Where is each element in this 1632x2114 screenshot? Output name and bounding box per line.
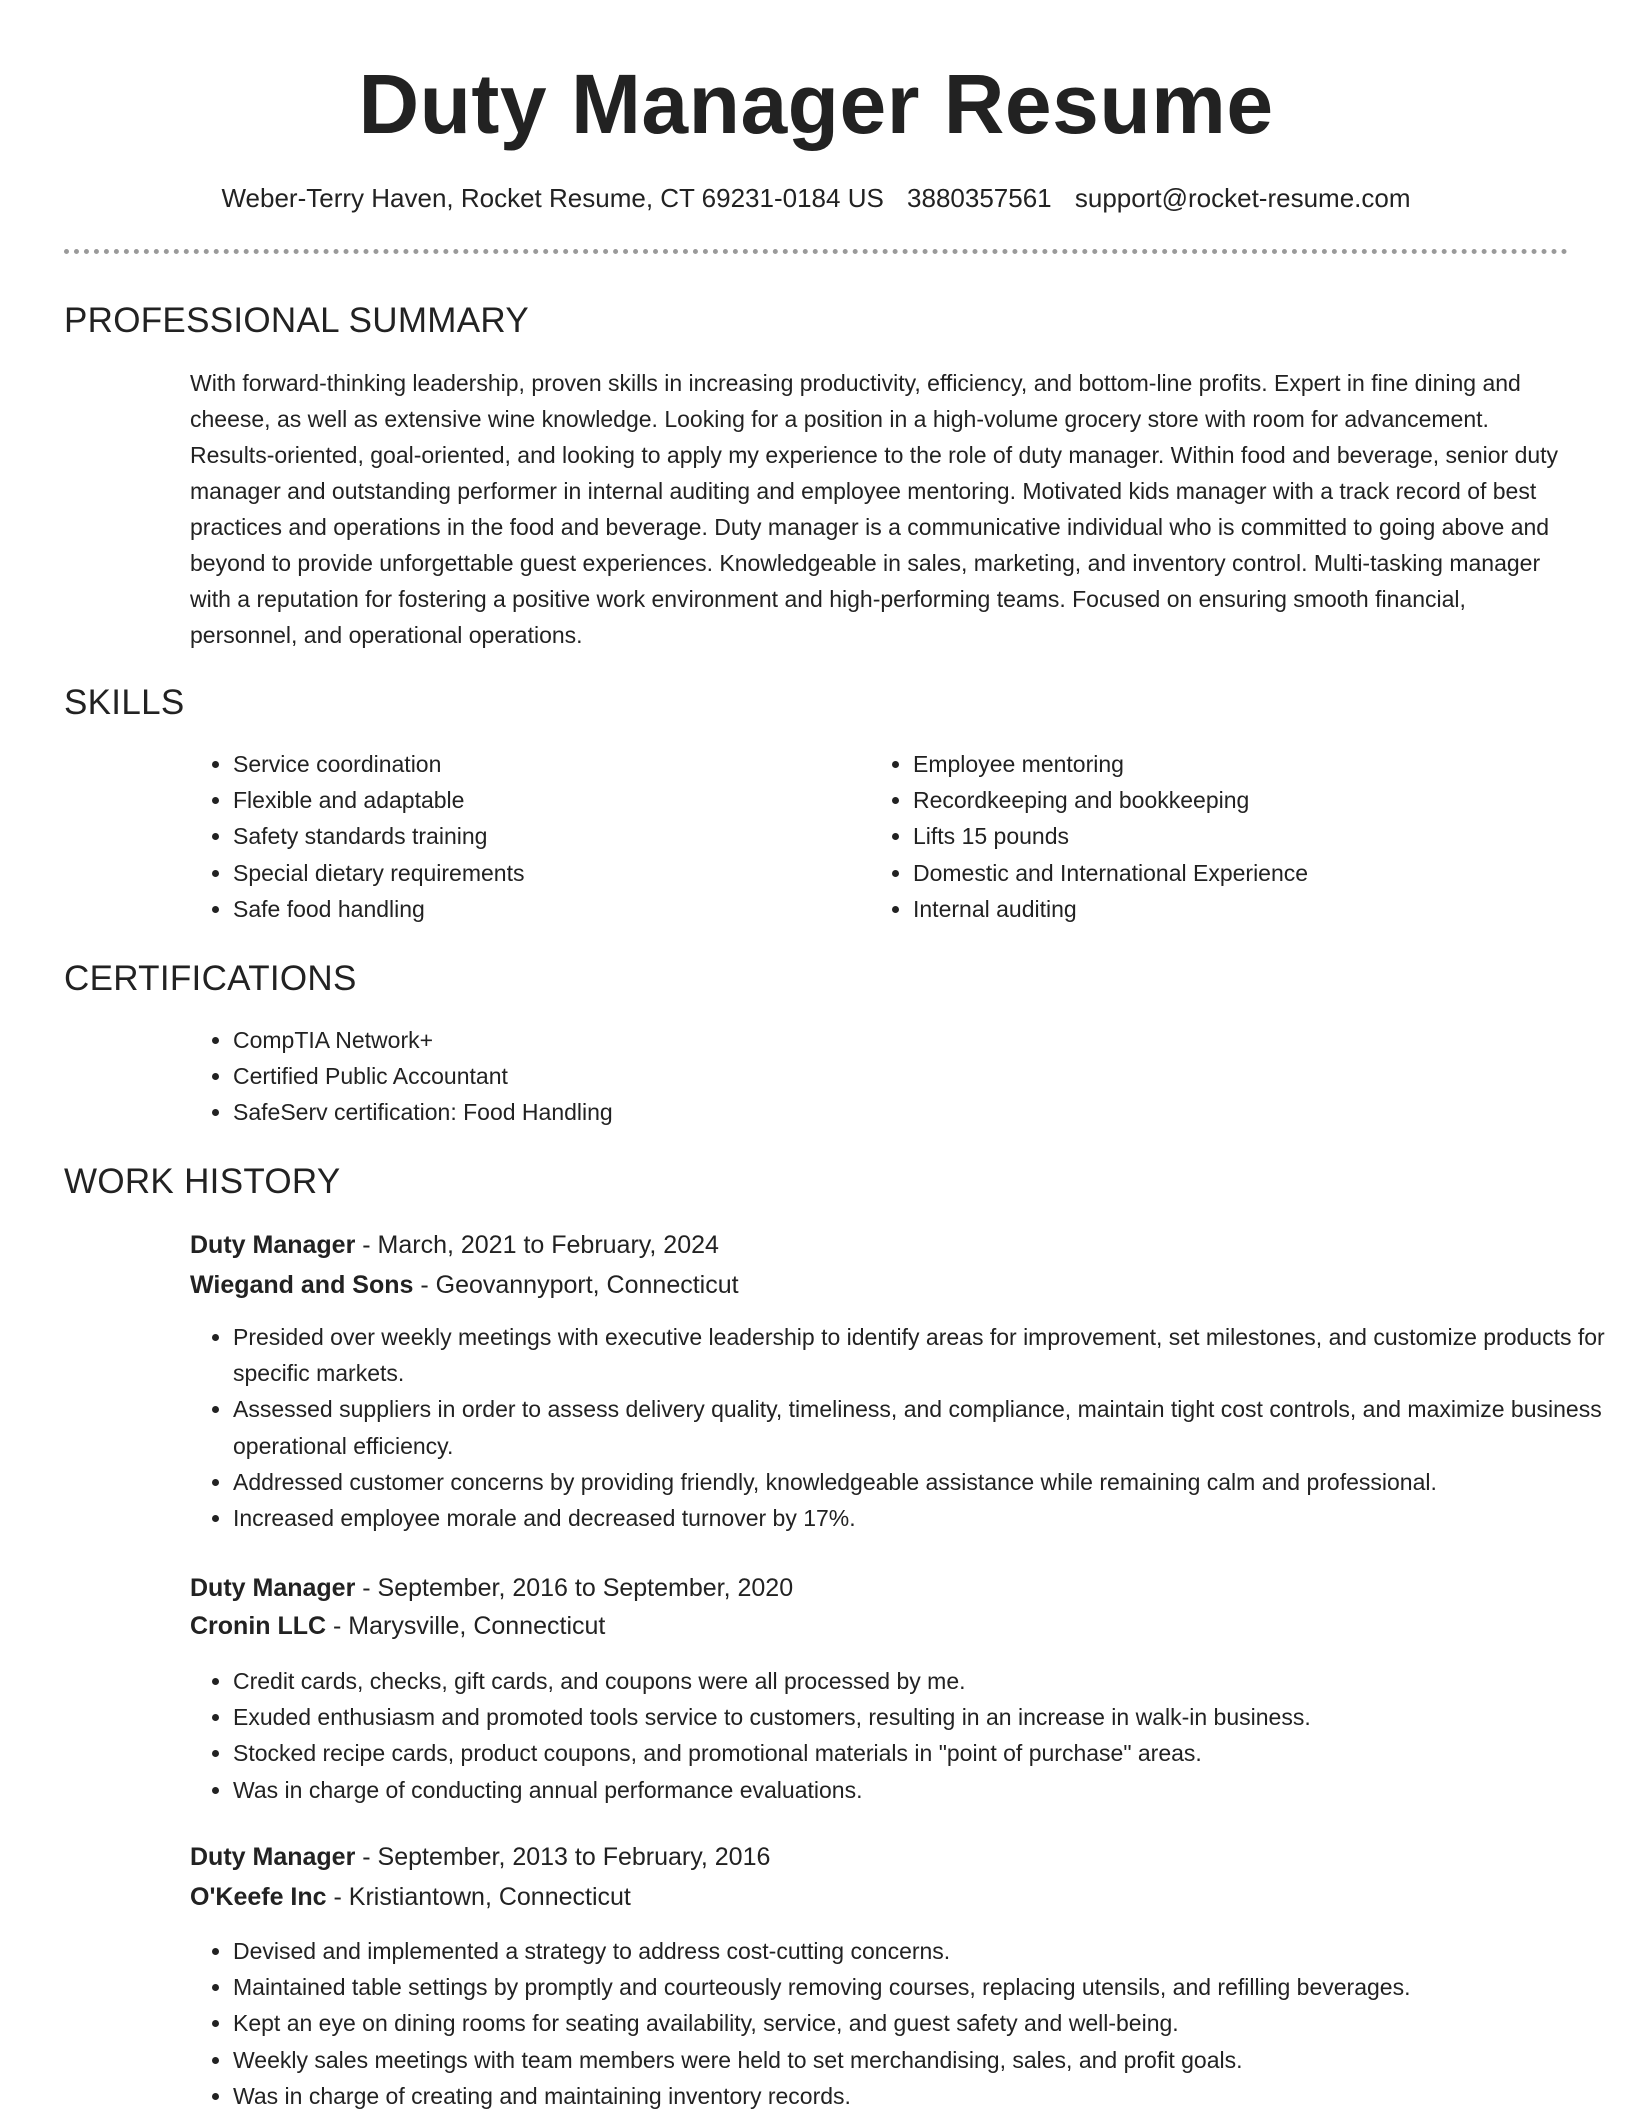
skill-item: • Lifts 15 pounds xyxy=(913,818,1613,854)
job-dates: - March, 2021 to February, 2024 xyxy=(355,1231,719,1259)
job-bullet: • Devised and implemented a strategy to address cost-cutting concerns. xyxy=(233,1933,1613,1969)
certifications-list xyxy=(190,1022,1613,1131)
contact-email: support@rocket-resume.com xyxy=(1074,183,1411,213)
section-heading-certifications: CERTIFICATIONS xyxy=(64,959,357,998)
job-company: Wiegand and Sons xyxy=(190,1271,414,1299)
skills-list-right xyxy=(870,746,1613,927)
job-title: Duty Manager xyxy=(190,1574,356,1602)
job-dates: - September, 2013 to February, 2016 xyxy=(355,1843,771,1871)
contact-line xyxy=(0,178,1632,218)
job-bullets xyxy=(190,1319,1613,1536)
job-bullet: • Was in charge of conducting annual performance evaluations. xyxy=(233,1772,1613,1808)
job-bullet: • Kept an eye on dining rooms for seating availability, service, and guest safety and well-being. xyxy=(233,2005,1613,2041)
job-bullet: • Assessed suppliers in order to assess delivery quality, timeliness, and compliance, maintain tight cost controls, and maximize business operational efficiency. xyxy=(233,1391,1613,1463)
skill-item: • Safety standards training xyxy=(233,818,833,854)
section-heading-work-history: WORK HISTORY xyxy=(64,1162,341,1201)
job-dates: - September, 2016 to September, 2020 xyxy=(355,1574,794,1602)
job-bullet: • Was in charge of creating and maintaining inventory records. xyxy=(233,2078,1613,2114)
contact-address: Weber-Terry Haven, Rocket Resume, CT 69231-0184 US xyxy=(221,183,884,213)
skills-list-left xyxy=(190,746,833,927)
skill-item: • Domestic and International Experience xyxy=(913,855,1613,891)
job-location: - Geovannyport, Connecticut xyxy=(413,1271,739,1299)
summary-text: With forward-thinking leadership, proven skills in increasing productivity, efficiency, and bottom-line profits. Expert in fine dining and cheese, as well as extensive wine knowledge. Looking for a position in a high-volume grocery store with room for advancement. Results-oriented, goal-oriented, and looking to apply my experience to the role of duty manager. Within food and beverage, senior duty manager and outstanding performer in internal auditing and employee mentoring. Motivated kids manager with a track record of best practices and operations in the food and beverage. Duty manager is a communicative individual who is committed to going above and beyond to provide unforgettable guest experiences. Knowledgeable in sales, marketing, and inventory control. Multi-tasking manager with a reputation for fostering a positive work environment and high-performing teams. Focused on ensuring smooth financial, personnel, and operational operations. xyxy=(190,370,1559,648)
resume-title: Duty Manager Resume xyxy=(358,57,1274,151)
section-heading-summary: PROFESSIONAL SUMMARY xyxy=(64,301,529,340)
job-title-line xyxy=(190,1838,770,1876)
job-company: O'Keefe Inc xyxy=(190,1883,327,1911)
job-bullets xyxy=(190,1663,1613,1808)
skill-item: • Employee mentoring xyxy=(913,746,1613,782)
job-company-line xyxy=(190,1607,605,1645)
job-bullet: • Weekly sales meetings with team members were held to set merchandising, sales, and profit goals. xyxy=(233,2042,1613,2078)
job-company: Cronin LLC xyxy=(190,1612,327,1640)
certification-item: • SafeServ certification: Food Handling xyxy=(233,1094,1613,1130)
job-title-line xyxy=(190,1226,719,1264)
job-bullet: • Presided over weekly meetings with executive leadership to identify areas for improvement, set milestones, and customize products for specific markets. xyxy=(233,1319,1613,1391)
job-company-line xyxy=(190,1266,739,1304)
job-title-line xyxy=(190,1569,793,1607)
job-location: - Marysville, Connecticut xyxy=(326,1612,606,1640)
job-bullets xyxy=(190,1933,1613,2114)
skill-item: • Special dietary requirements xyxy=(233,855,833,891)
job-location: - Kristiantown, Connecticut xyxy=(326,1883,631,1911)
skill-item: • Recordkeeping and bookkeeping xyxy=(913,782,1613,818)
job-title: Duty Manager xyxy=(190,1231,356,1259)
job-title: Duty Manager xyxy=(190,1843,356,1871)
job-bullet: • Exuded enthusiasm and promoted tools service to customers, resulting in an increase in walk-in business. xyxy=(233,1699,1613,1735)
job-bullet: • Increased employee morale and decreased turnover by 17%. xyxy=(233,1500,1613,1536)
certification-item: • Certified Public Accountant xyxy=(233,1058,1613,1094)
skill-item: • Internal auditing xyxy=(913,891,1613,927)
job-bullet: • Maintained table settings by promptly and courteously removing courses, replacing utensils, and refilling beverages. xyxy=(233,1969,1613,2005)
job-bullet: • Addressed customer concerns by providing friendly, knowledgeable assistance while remaining calm and professional. xyxy=(233,1464,1613,1500)
certification-item: • CompTIA Network+ xyxy=(233,1022,1613,1058)
job-bullet: • Credit cards, checks, gift cards, and coupons were all processed by me. xyxy=(233,1663,1613,1699)
section-heading-skills: SKILLS xyxy=(64,683,185,722)
skill-item: • Safe food handling xyxy=(233,891,833,927)
job-company-line xyxy=(190,1878,631,1916)
job-bullet: • Stocked recipe cards, product coupons, and promotional materials in "point of purchase" areas. xyxy=(233,1735,1613,1771)
contact-phone: 3880357561 xyxy=(907,183,1052,213)
header-divider xyxy=(64,249,1568,254)
skill-item: • Flexible and adaptable xyxy=(233,782,833,818)
skill-item: • Service coordination xyxy=(233,746,833,782)
